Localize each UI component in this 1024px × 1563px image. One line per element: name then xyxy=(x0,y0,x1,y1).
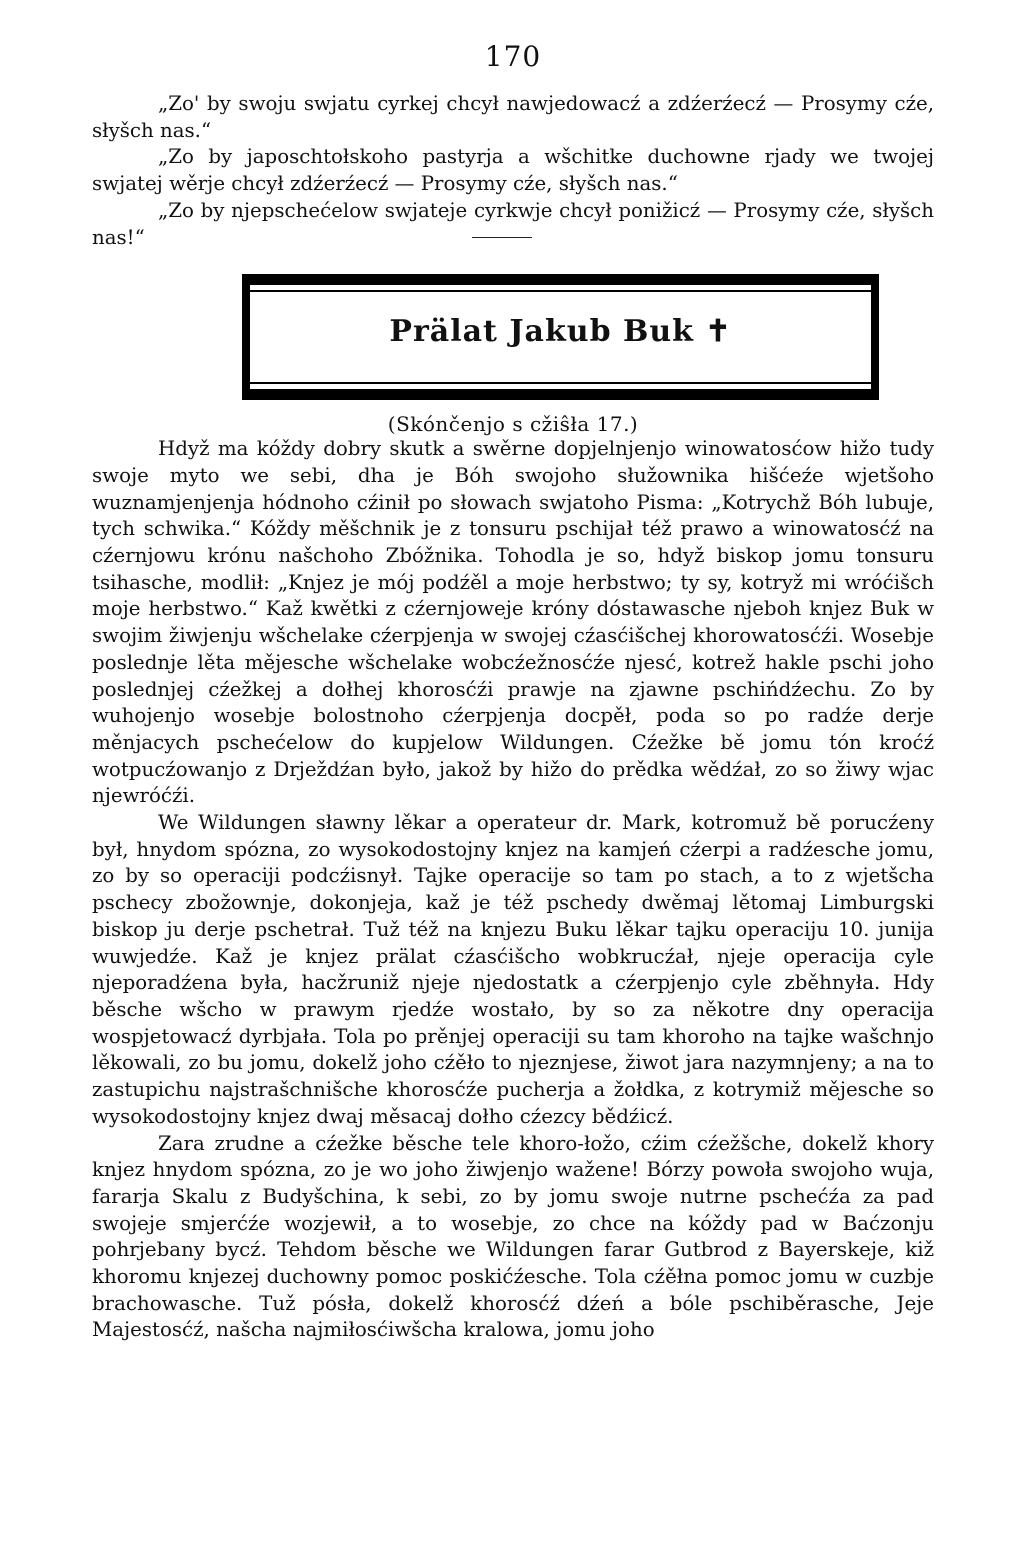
body-paragraph-2: We Wildungen sławny lěkar a operateur dr. Mark, kotromuž bě porucźeny był, hnydom spózna, zo wysokodostojny knjez na kamjeń cźerpi a radźesche jomu, zo by so operaciji podcźisnył. Tajke operacije so tam po stach, a to z wjetšcha pschecy zbožownje, dokonjeja, kaž je též pschedy dwěmaj lětomaj Limburgski biskop ju derje pschetrał. Tuž též na knjezu Buku lěkar tajku operaciju 10. junija wuwjedźe. Kaž je knjez prälat cźasćišcho wobkrucźał, njeje operacija cyle njeporadźena była, hacžruniž njeje njedostatk a cźerpjenjo cyle zběhnyła. Hdy běsche wšcho w prawym rjedźe wostało, by so za někotre dny operacija wospjetowacź dyrbjała. Tola po prěnjej operaciji su tam khoroho na tajke wašchnjo lěkowali, zo bu jomu, dokelž joho cźěło to njeznjese, žiwot jara nazymnjeny; a na to zastupichu najstrašchnišche khorosćźe pucherja a žołdka, z kotrymiž mějesche so wysokodostojny knjez dwaj měsacaj dołho cźezcy bědźicź. xyxy=(92,811,934,1128)
heading-title: Prälat Jakub Buk xyxy=(389,314,694,350)
frame-top-thin-bar xyxy=(242,290,879,292)
continuation-note: (Skónčenjo s cžiŝła 17.) xyxy=(387,412,639,437)
death-cross-icon: ✝ xyxy=(705,314,732,350)
obituary-heading-frame xyxy=(242,274,879,400)
litany-line-1: „Zo' by swoju swjatu cyrkej chcył nawjedowacź a zdźerźecź — Prosymy cźe, słyšch nas.“ xyxy=(92,92,934,142)
page-number: 170 xyxy=(484,40,542,73)
obituary-heading xyxy=(250,314,871,349)
litany-line-2: „Zo by japoschtołskoho pastyrja a wšchitke duchowne rjady we twojej swjatej wěrje chcył zdźerźecź — Prosymy cźe, słyšch nas.“ xyxy=(92,145,934,196)
litany-line-3: „Zo by njepschećelow swjateje cyrkwje chcył ponižicź — Prosymy cźe, słyšch nas!“ xyxy=(92,198,934,249)
document-page xyxy=(92,40,934,1344)
frame-bottom-bar xyxy=(242,389,879,400)
short-divider-rule xyxy=(472,237,532,238)
frame-top-bar xyxy=(242,274,879,285)
frame-bottom-thin-bar xyxy=(242,382,879,384)
body-paragraph-3: Zara zrudne a cźežke běsche tele khoro-łožo, cźim cźežšche, dokelž khory knjez hnydom spózna, zo je wo joho žiwjenjo wažene! Bórzy powoła swojoho wuja, fararja Skalu z Budyšchina, k sebi, zo by jomu swoje nutrne pschećźa za pad swojeje smjerćźe wozjewił, a to wosebje, zo chce na kóždy pad w Baćzonju pohrjebany bycź. Tehdom běsche we Wildungen farar Gutbrod z Bayerskeje, kiž khoromu knjezej duchowny pomoc poskićźesche. Tola cźěłna pomoc jomu w cuzbje brachowasche. Tuž pósła, dokelž khorosćź dźeń a bóle pschiběrasche, Jeje Majestosćź, našcha najmiłosćiwšcha kralowa, jomu joho xyxy=(92,1131,934,1342)
body-paragraph-1: Hdyž ma kóždy dobry skutk a swěrne dopjelnjenjo winowatosćow hižo tudy swoje myto we sebi, dha je Bóh swojoho słužownika hišćeźe wjetšoho wuznamjenjenja hódnoho cźinił po słowach swjatoho Pisma: „Kotrychž Bóh lubuje, tych schwika.“ Kóždy měšchnik je z tonsuru pschijał též prawo a winowatosćź na cźernjowu krónu našchoho Zbóžnika. Tohodla je so, hdyž biskop jomu tonsuru tsihasche, modlił: „Knjez je mój podźěl a moje herbstwo; ty sy, kotryž mi wróćišch moje herbstwo.“ Kaž kwětki z cźernjoweje króny dóstawasche njeboh knjez Buk w swojim žiwjenju wšchelake cźerpjenja w swojej cźasćišchej khorowatosćźi. Wosebje poslednje lěta mějesche wšchelake wobcźežnosćźe njesć, kotrež hakle pschi joho poslednjej cźežkej a dołhej khorosćźi prawje na zjawne pschińdźechu. Zo by wuhojenjo wosebje bolostnoho cźerpjenja docpěł, poda so po radźe derje měnjacych pschećelow do kupjelow Wildungen. Cźežke bě jomu tón kroćź wotpucźowanjo z Drježdźan było, jakož by hižo do prědka wědźał, zo so žiwy wjac njewróćźi. xyxy=(92,437,934,808)
